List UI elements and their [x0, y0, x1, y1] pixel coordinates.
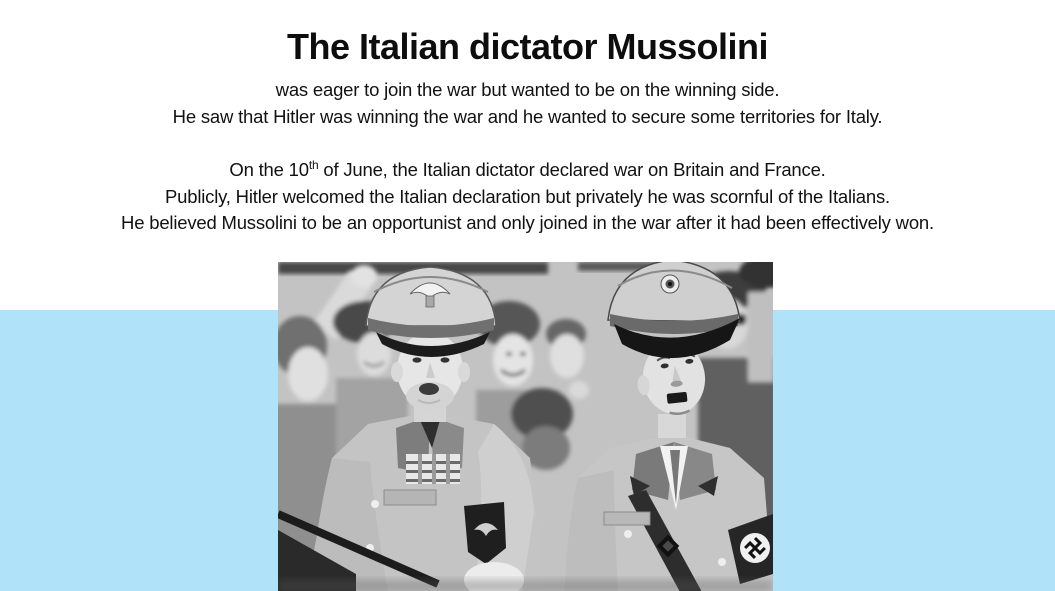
body-line: On the 10th of June, the Italian dictator declared war on Britain and France.: [229, 157, 826, 180]
paragraph-1: [0, 77, 1055, 130]
photo-illustration: [278, 262, 773, 591]
slide-title: The Italian dictator Mussolini: [286, 26, 769, 67]
slide-text-block: [0, 0, 1055, 237]
mussolini-hitler-photo: [278, 262, 773, 591]
superscript-th: th: [308, 157, 319, 172]
paragraph-2: [0, 157, 1055, 237]
body-line: Publicly, Hitler welcomed the Italian declaration but privately he was scornful of the Italians.: [165, 185, 890, 207]
body-line: He saw that Hitler was winning the war and he wanted to secure some territories for Italy.: [172, 105, 883, 127]
body-line: was eager to join the war but wanted to be on the winning side.: [275, 79, 780, 100]
body-line: He believed Mussolini to be an opportunist and only joined in the war after it had been effectively won.: [121, 212, 934, 233]
